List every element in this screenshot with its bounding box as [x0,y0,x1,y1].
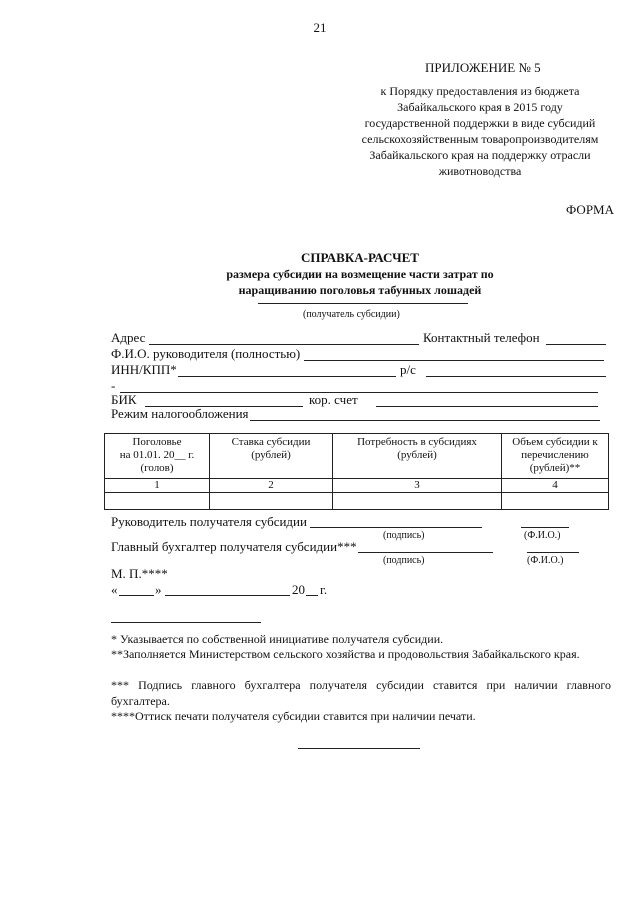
table-cell[interactable] [105,493,210,510]
accountant-signature-caption: (подпись) [383,555,425,566]
inn-kpp-label: ИНН/КПП* [111,362,177,377]
appendix-description [330,83,630,179]
header-cell-amount [502,434,609,479]
table-cell[interactable] [333,493,502,510]
appendix-line: Забайкальского края на поддержку отрасли [369,148,591,162]
inn-kpp-field[interactable] [178,364,396,377]
appendix-line: Забайкальского края в 2015 году [397,100,563,114]
header-text: Объем субсидии к [512,436,598,448]
subtitle-line: наращиванию поголовья табунных лошадей [238,283,482,297]
header-text: на 01.01. 20__ г. [119,449,195,461]
phone-label: Контактный телефон [423,330,540,345]
end-separator [298,748,420,749]
continuation-dash: - [111,378,116,393]
recipient-caption: (получатель субсидии) [303,309,400,320]
column-number: 1 [105,479,210,493]
head-signature-field[interactable] [310,515,482,528]
table-header-row [105,434,609,479]
phone-field[interactable] [546,332,606,345]
account-label: р/с [400,362,416,377]
table-cell[interactable] [210,493,333,510]
column-number: 4 [502,479,609,493]
accountant-name-field[interactable] [527,540,579,553]
head-name-signature-field[interactable] [521,515,569,528]
header-cell-need [333,434,502,479]
date-year-field[interactable] [306,583,318,596]
page-number: 21 [313,20,327,35]
appendix-line: сельскохозяйственным товаропроизводителям [361,132,599,146]
date-close-quote: » [155,582,162,597]
footnote-2: **Заполняется Министерством сельского хозяйства и продовольствия Забайкальского края. [111,647,580,661]
footnote-1: * Указывается по собственной инициативе получателя субсидии. [111,632,444,646]
address-label: Адрес [111,330,146,345]
corr-account-field[interactable] [376,394,598,407]
tax-regime-label: Режим налогообложения [111,406,249,421]
column-number: 2 [210,479,333,493]
appendix-line: животноводства [438,164,522,178]
subtitle-line: размера субсидии на возмещение части затрат по [226,267,494,281]
header-text: (голов) [140,462,174,474]
footnote-4: ****Оттиск печати получателя субсидии ставится при наличии печати. [111,709,476,723]
head-signature-label: Руководитель получателя субсидии [111,514,307,529]
date-month-field[interactable] [165,583,290,596]
tax-regime-field[interactable] [250,408,600,421]
column-number: 3 [333,479,502,493]
header-text: Потребность в субсидиях [357,436,477,448]
head-signature-caption: (подпись) [383,530,425,541]
head-name-field[interactable] [304,348,604,361]
accountant-name-caption: (Ф.И.О.) [527,555,564,566]
account-field[interactable] [426,364,606,377]
header-cell-livestock [105,434,210,479]
document-title: СПРАВКА-РАСЧЕТ [301,250,419,265]
appendix-title: ПРИЛОЖЕНИЕ № 5 [425,60,541,75]
continuation-field[interactable] [120,380,598,393]
header-text: перечислению [521,449,589,461]
head-name-caption: (Ф.И.О.) [524,530,561,541]
table-number-row [105,479,609,493]
header-text: (рублей)** [529,462,581,474]
date-open-quote: « [111,582,118,597]
table-cell[interactable] [502,493,609,510]
footnote-3: *** Подпись главного бухгалтера получателя субсидии ставится при наличии главного бухгалтера. [111,678,611,708]
header-cell-rate [210,434,333,479]
document-subtitle [0,266,640,298]
corr-account-label: кор. счет [309,392,358,407]
header-text: Поголовье [132,436,182,448]
date-year-prefix: 20 [292,582,305,597]
header-text: (рублей) [397,449,437,461]
table-row [105,493,609,510]
appendix-line: к Порядку предоставления из бюджета [380,84,580,98]
subsidy-calc-table [104,433,609,510]
date-suffix: г. [320,582,328,597]
recipient-line[interactable] [258,303,468,304]
accountant-signature-label: Главный бухгалтер получателя субсидии*** [111,539,357,554]
head-name-label: Ф.И.О. руководителя (полностью) [111,346,301,361]
bik-label: БИК [111,392,137,407]
address-field[interactable] [149,332,419,345]
stamp-label: М. П.**** [111,566,168,581]
date-day-field[interactable] [119,583,154,596]
footnote-separator [111,622,261,623]
header-text: Ставка субсидии [231,436,311,448]
header-text: (рублей) [251,449,291,461]
accountant-signature-field[interactable] [358,540,493,553]
appendix-line: государственной поддержки в виде субсидий [364,116,596,130]
form-label: ФОРМА [566,202,614,217]
